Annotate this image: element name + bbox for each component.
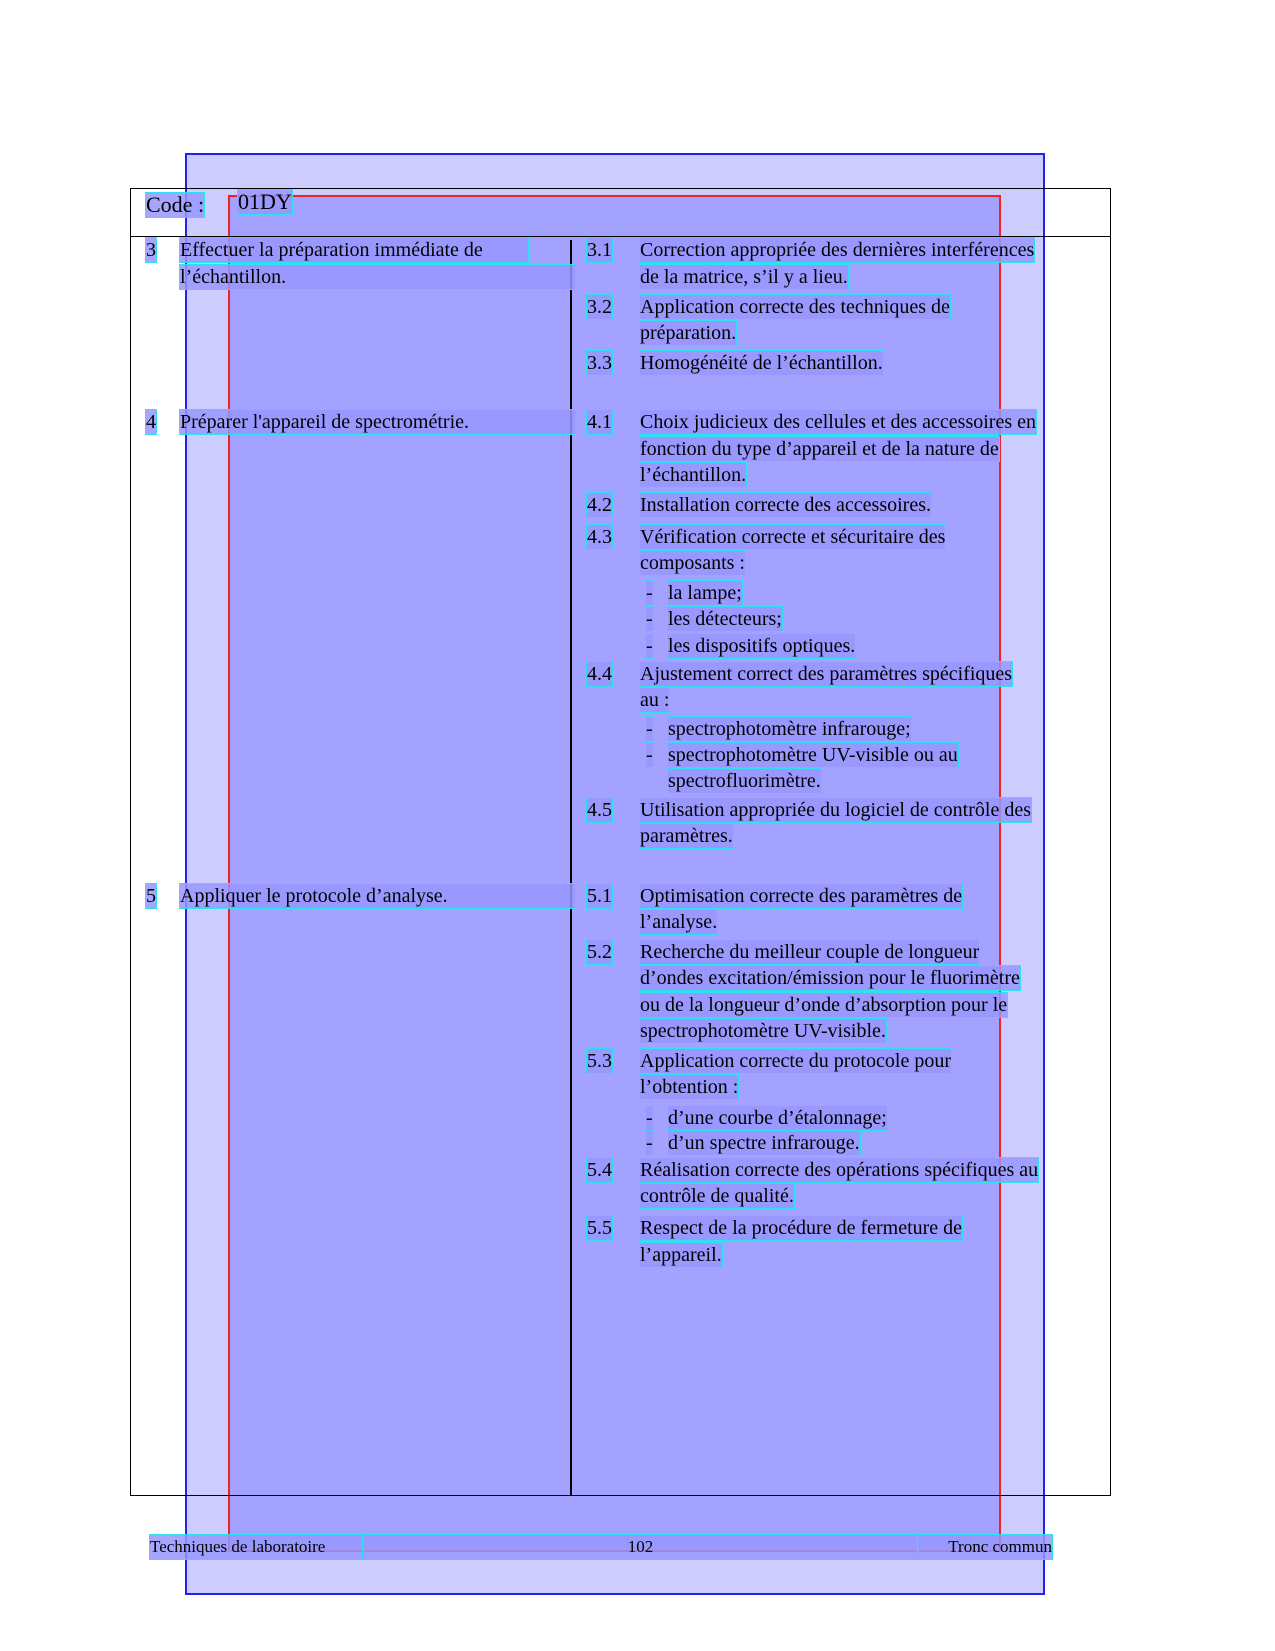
criterion-text-line: Ajustement correct des paramètres spécifiques: [640, 663, 1013, 685]
criterion-text-line: Optimisation correcte des paramètres de: [640, 885, 963, 907]
criterion-text-line: spectrophotomètre UV-visible.: [640, 1020, 886, 1042]
bullet-icon: -: [646, 744, 653, 766]
criterion-text-line: de la matrice, s’il y a lieu.: [640, 266, 848, 288]
bullet-text: spectrophotomètre infrarouge;: [668, 718, 911, 740]
element-number: 3: [146, 239, 156, 261]
criterion-number: 3.3: [587, 352, 612, 374]
criterion-text-line: d’ondes excitation/émission pour le fluorimètre: [640, 967, 1020, 989]
criterion-text-line: contrôle de qualité.: [640, 1185, 794, 1207]
bullet-text: d’un spectre infrarouge.: [668, 1132, 860, 1154]
code-value: 01DY: [238, 189, 292, 214]
footer-left: Techniques de laboratoire: [150, 1535, 363, 1559]
footer-right: Tronc commun: [918, 1535, 1052, 1559]
code-label: Code :: [146, 192, 205, 217]
criterion-number: 3.2: [587, 296, 612, 318]
criterion-number: 5.2: [587, 941, 612, 963]
criterion-number: 3.1: [587, 239, 612, 261]
criterion-text-line: Correction appropriée des dernières interférences: [640, 239, 1035, 261]
bullet-icon: -: [646, 1107, 653, 1129]
criterion-text-line: l’échantillon.: [640, 464, 747, 486]
criterion-text-line: ou de la longueur d’onde d’absorption pour le: [640, 994, 1008, 1016]
criterion-number: 4.5: [587, 799, 612, 821]
bullet-icon: -: [646, 1132, 653, 1154]
criterion-text-line: fonction du type d’appareil et de la nature de: [640, 438, 999, 460]
criterion-text-line: Réalisation correcte des opérations spécifiques au: [640, 1159, 1039, 1181]
bullet-text: les dispositifs optiques.: [668, 635, 856, 657]
bullet-icon: -: [646, 635, 653, 657]
criterion-text-line: Application correcte des techniques de: [640, 296, 950, 318]
criterion-number: 4.2: [587, 494, 612, 516]
bullet-icon: -: [646, 582, 653, 604]
criterion-text-line: composants :: [640, 552, 745, 574]
bullet-text: d’une courbe d’étalonnage;: [668, 1107, 887, 1129]
criterion-text-line: préparation.: [640, 322, 737, 344]
criterion-number: 5.5: [587, 1217, 612, 1239]
criterion-text-line: Respect de la procédure de fermeture de: [640, 1217, 963, 1239]
bullet-icon: -: [646, 718, 653, 740]
criterion-text-line: Recherche du meilleur couple de longueur: [640, 941, 980, 963]
header-separator: [130, 236, 1111, 237]
criterion-text-line: Installation correcte des accessoires.: [640, 494, 931, 516]
element-text-line: Préparer l'appareil de spectrométrie.: [180, 410, 575, 434]
element-number: 5: [146, 885, 156, 907]
criterion-text-line: Utilisation appropriée du logiciel de contrôle des: [640, 799, 1031, 821]
criterion-text-line: Vérification correcte et sécuritaire des: [640, 526, 946, 548]
element-text-line: Effectuer la préparation immédiate de: [180, 238, 528, 262]
criterion-number: 4.3: [587, 526, 612, 548]
criterion-text-line: l’obtention :: [640, 1076, 739, 1098]
criterion-text-line: paramètres.: [640, 825, 733, 847]
criterion-number: 4.1: [587, 411, 612, 433]
bullet-text: la lampe;: [668, 582, 742, 604]
criterion-text-line: Application correcte du protocole pour: [640, 1050, 951, 1072]
criterion-number: 5.3: [587, 1050, 612, 1072]
element-text-line: l’échantillon.: [180, 265, 575, 289]
criterion-number: 4.4: [587, 663, 612, 685]
element-text-line: Appliquer le protocole d’analyse.: [180, 884, 575, 908]
criterion-number: 5.1: [587, 885, 612, 907]
bullet-text: les détecteurs;: [668, 608, 782, 630]
table-frame: [130, 188, 1111, 1496]
criterion-text-line: Choix judicieux des cellules et des accessoires en: [640, 411, 1036, 433]
criterion-text-line: l’appareil.: [640, 1244, 722, 1266]
criterion-text-line: au :: [640, 689, 670, 711]
bullet-text: spectrophotomètre UV-visible ou au: [668, 744, 958, 766]
element-number: 4: [146, 411, 156, 433]
bullet-icon: -: [646, 608, 653, 630]
footer-page-number: 102: [363, 1535, 918, 1559]
criterion-number: 5.4: [587, 1159, 612, 1181]
criterion-text-line: l’analyse.: [640, 911, 718, 933]
bullet-text: spectrofluorimètre.: [668, 770, 821, 792]
criterion-text-line: Homogénéité de l’échantillon.: [640, 352, 883, 374]
